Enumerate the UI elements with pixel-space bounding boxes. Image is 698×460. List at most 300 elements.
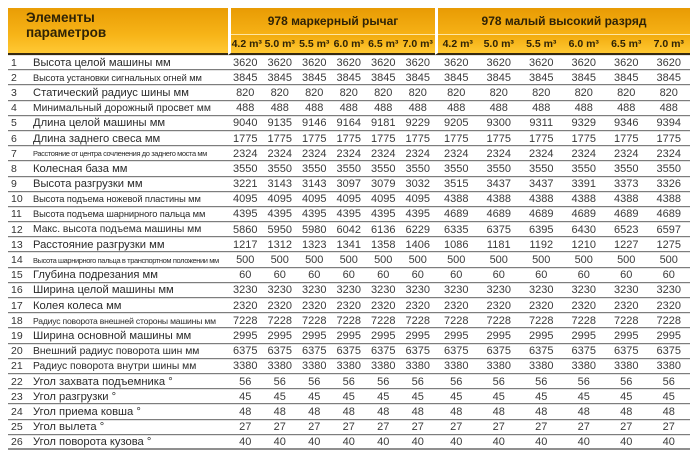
value-cell: 60 <box>228 268 263 283</box>
table-row <box>8 101 690 116</box>
value-cell: 3230 <box>228 283 263 298</box>
value-cell: 4395 <box>228 207 263 222</box>
value-cell: 3143 <box>297 177 332 192</box>
value-cell: 3550 <box>297 161 332 176</box>
column-header-size: 5.0 m³ <box>263 34 298 55</box>
value-cell: 40 <box>263 435 298 450</box>
value-cell: 2324 <box>478 146 521 161</box>
value-cell: 1775 <box>520 131 563 146</box>
value-cell: 2320 <box>520 298 563 313</box>
row-number: 20 <box>8 344 28 359</box>
value-cell: 48 <box>435 404 478 419</box>
value-cell: 500 <box>228 252 263 267</box>
param-label: Угол вылета ° <box>28 420 228 435</box>
value-cell: 7228 <box>563 313 606 328</box>
value-cell: 3550 <box>332 161 367 176</box>
param-label: Расстояние разгрузки мм <box>28 237 228 252</box>
value-cell: 4388 <box>520 192 563 207</box>
param-label: Угол захвата подъемника ° <box>28 374 228 389</box>
value-cell: 488 <box>605 101 648 116</box>
value-cell: 60 <box>478 268 521 283</box>
value-cell: 4395 <box>401 207 436 222</box>
value-cell: 27 <box>332 420 367 435</box>
value-cell: 3380 <box>228 359 263 374</box>
param-label: Расстояние от центра сочленения до заднего моста мм <box>28 146 228 161</box>
value-cell: 3380 <box>263 359 298 374</box>
value-cell: 488 <box>332 101 367 116</box>
value-cell: 6375 <box>478 344 521 359</box>
value-cell: 6136 <box>366 222 401 237</box>
value-cell: 2320 <box>263 298 298 313</box>
value-cell: 4095 <box>366 192 401 207</box>
value-cell: 3845 <box>605 70 648 85</box>
value-cell: 40 <box>478 435 521 450</box>
value-cell: 9135 <box>263 116 298 131</box>
column-header-size: 6.0 m³ <box>332 34 367 55</box>
value-cell: 27 <box>228 420 263 435</box>
value-cell: 6229 <box>401 222 436 237</box>
value-cell: 4388 <box>605 192 648 207</box>
value-cell: 56 <box>366 374 401 389</box>
value-cell: 1775 <box>435 131 478 146</box>
value-cell: 2324 <box>297 146 332 161</box>
value-cell: 820 <box>435 85 478 100</box>
value-cell: 48 <box>263 404 298 419</box>
value-cell: 500 <box>297 252 332 267</box>
value-cell: 6597 <box>648 222 691 237</box>
value-cell: 56 <box>332 374 367 389</box>
param-label: Радиус поворота внешней стороны машины мм <box>28 313 228 328</box>
row-number: 5 <box>8 116 28 131</box>
value-cell: 7228 <box>228 313 263 328</box>
value-cell: 3550 <box>228 161 263 176</box>
value-cell: 500 <box>648 252 691 267</box>
value-cell: 7228 <box>478 313 521 328</box>
row-number: 7 <box>8 146 28 161</box>
value-cell: 7228 <box>332 313 367 328</box>
value-cell: 488 <box>228 101 263 116</box>
value-cell: 5950 <box>263 222 298 237</box>
value-cell: 488 <box>478 101 521 116</box>
row-number: 1 <box>8 55 28 70</box>
value-cell: 5980 <box>297 222 332 237</box>
row-number: 6 <box>8 131 28 146</box>
value-cell: 500 <box>401 252 436 267</box>
value-cell: 56 <box>478 374 521 389</box>
value-cell: 6042 <box>332 222 367 237</box>
value-cell: 5860 <box>228 222 263 237</box>
value-cell: 7228 <box>648 313 691 328</box>
value-cell: 488 <box>297 101 332 116</box>
value-cell: 3550 <box>263 161 298 176</box>
param-label: Радиус поворота внутри шины мм <box>28 359 228 374</box>
table-row <box>8 313 690 328</box>
value-cell: 6375 <box>263 344 298 359</box>
value-cell: 500 <box>366 252 401 267</box>
value-cell: 48 <box>605 404 648 419</box>
value-cell: 2320 <box>435 298 478 313</box>
value-cell: 3221 <box>228 177 263 192</box>
value-cell: 820 <box>478 85 521 100</box>
value-cell: 40 <box>332 435 367 450</box>
value-cell: 9205 <box>435 116 478 131</box>
value-cell: 9229 <box>401 116 436 131</box>
param-label: Угол поворота кузова ° <box>28 435 228 450</box>
value-cell: 3515 <box>435 177 478 192</box>
row-number: 10 <box>8 192 28 207</box>
param-label: Минимальный дорожный просвет мм <box>28 101 228 116</box>
value-cell: 2324 <box>332 146 367 161</box>
value-cell: 3845 <box>332 70 367 85</box>
value-cell: 3437 <box>478 177 521 192</box>
param-label: Длина целой машины мм <box>28 116 228 131</box>
column-header-size: 6.5 m³ <box>366 34 401 55</box>
row-number: 15 <box>8 268 28 283</box>
param-label: Макс. высота подъема машины мм <box>28 222 228 237</box>
value-cell: 45 <box>366 389 401 404</box>
value-cell: 1181 <box>478 237 521 252</box>
value-cell: 3380 <box>648 359 691 374</box>
value-cell: 3620 <box>263 55 298 70</box>
value-cell: 3845 <box>401 70 436 85</box>
value-cell: 48 <box>563 404 606 419</box>
value-cell: 820 <box>648 85 691 100</box>
value-cell: 3380 <box>605 359 648 374</box>
value-cell: 4095 <box>297 192 332 207</box>
value-cell: 3380 <box>332 359 367 374</box>
value-cell: 488 <box>563 101 606 116</box>
value-cell: 3230 <box>605 283 648 298</box>
value-cell: 27 <box>366 420 401 435</box>
value-cell: 3230 <box>366 283 401 298</box>
value-cell: 56 <box>228 374 263 389</box>
value-cell: 6375 <box>297 344 332 359</box>
value-cell: 500 <box>478 252 521 267</box>
value-cell: 40 <box>366 435 401 450</box>
value-cell: 2324 <box>605 146 648 161</box>
row-number: 19 <box>8 328 28 343</box>
value-cell: 45 <box>228 389 263 404</box>
value-cell: 48 <box>648 404 691 419</box>
value-cell: 6395 <box>520 222 563 237</box>
value-cell: 60 <box>435 268 478 283</box>
value-cell: 56 <box>263 374 298 389</box>
row-number: 26 <box>8 435 28 450</box>
value-cell: 45 <box>332 389 367 404</box>
table-row <box>8 435 690 450</box>
value-cell: 3143 <box>263 177 298 192</box>
value-cell: 3620 <box>520 55 563 70</box>
row-number: 3 <box>8 85 28 100</box>
params-header-line1: Элементы <box>26 10 95 25</box>
value-cell: 3620 <box>297 55 332 70</box>
value-cell: 2324 <box>520 146 563 161</box>
param-label: Ширина основной машины мм <box>28 328 228 343</box>
table-row <box>8 268 690 283</box>
value-cell: 1341 <box>332 237 367 252</box>
value-cell: 488 <box>366 101 401 116</box>
value-cell: 9311 <box>520 116 563 131</box>
value-cell: 48 <box>228 404 263 419</box>
value-cell: 7228 <box>520 313 563 328</box>
value-cell: 820 <box>366 85 401 100</box>
column-header-size: 6.0 m³ <box>563 34 606 55</box>
param-label: Внешний радиус поворота шин мм <box>28 344 228 359</box>
value-cell: 1775 <box>297 131 332 146</box>
value-cell: 3550 <box>563 161 606 176</box>
value-cell: 3380 <box>520 359 563 374</box>
value-cell: 7228 <box>401 313 436 328</box>
value-cell: 4689 <box>605 207 648 222</box>
value-cell: 40 <box>563 435 606 450</box>
params-header-cell <box>8 8 228 55</box>
value-cell: 7228 <box>435 313 478 328</box>
value-cell: 9394 <box>648 116 691 131</box>
value-cell: 1775 <box>366 131 401 146</box>
value-cell: 4095 <box>263 192 298 207</box>
value-cell: 3079 <box>366 177 401 192</box>
value-cell: 4388 <box>478 192 521 207</box>
value-cell: 1775 <box>563 131 606 146</box>
table-row <box>8 359 690 374</box>
value-cell: 4689 <box>435 207 478 222</box>
row-number: 21 <box>8 359 28 374</box>
table-row <box>8 404 690 419</box>
table-row <box>8 420 690 435</box>
value-cell: 1227 <box>605 237 648 252</box>
value-cell: 48 <box>366 404 401 419</box>
column-header-size: 5.5 m³ <box>520 34 563 55</box>
row-number: 25 <box>8 420 28 435</box>
value-cell: 820 <box>228 85 263 100</box>
specs-table <box>8 8 690 450</box>
value-cell: 4395 <box>297 207 332 222</box>
value-cell: 56 <box>435 374 478 389</box>
value-cell: 1323 <box>297 237 332 252</box>
row-number: 22 <box>8 374 28 389</box>
value-cell: 60 <box>605 268 648 283</box>
value-cell: 488 <box>648 101 691 116</box>
value-cell: 40 <box>435 435 478 450</box>
value-cell: 6375 <box>332 344 367 359</box>
value-cell: 6375 <box>366 344 401 359</box>
row-number: 9 <box>8 177 28 192</box>
table-row <box>8 85 690 100</box>
value-cell: 820 <box>605 85 648 100</box>
value-cell: 500 <box>263 252 298 267</box>
table-row <box>8 177 690 192</box>
value-cell: 2995 <box>520 328 563 343</box>
value-cell: 3550 <box>435 161 478 176</box>
value-cell: 2320 <box>228 298 263 313</box>
value-cell: 6375 <box>401 344 436 359</box>
value-cell: 48 <box>332 404 367 419</box>
param-label: Колея колеса мм <box>28 298 228 313</box>
value-cell: 1775 <box>332 131 367 146</box>
value-cell: 2320 <box>563 298 606 313</box>
value-cell: 4095 <box>332 192 367 207</box>
value-cell: 27 <box>478 420 521 435</box>
value-cell: 1192 <box>520 237 563 252</box>
value-cell: 3550 <box>478 161 521 176</box>
value-cell: 3620 <box>605 55 648 70</box>
value-cell: 820 <box>332 85 367 100</box>
value-cell: 40 <box>297 435 332 450</box>
value-cell: 45 <box>520 389 563 404</box>
param-label: Угол разгрузки ° <box>28 389 228 404</box>
column-header-size: 7.0 m³ <box>401 34 436 55</box>
value-cell: 48 <box>297 404 332 419</box>
value-cell: 4689 <box>648 207 691 222</box>
value-cell: 60 <box>520 268 563 283</box>
param-label: Колесная база мм <box>28 161 228 176</box>
value-cell: 2324 <box>366 146 401 161</box>
value-cell: 60 <box>263 268 298 283</box>
value-cell: 45 <box>648 389 691 404</box>
value-cell: 4095 <box>401 192 436 207</box>
value-cell: 48 <box>401 404 436 419</box>
value-cell: 3845 <box>297 70 332 85</box>
value-cell: 4388 <box>563 192 606 207</box>
row-number: 8 <box>8 161 28 176</box>
value-cell: 3620 <box>648 55 691 70</box>
value-cell: 6375 <box>605 344 648 359</box>
value-cell: 2995 <box>401 328 436 343</box>
table-row <box>8 374 690 389</box>
value-cell: 56 <box>648 374 691 389</box>
table-row <box>8 131 690 146</box>
value-cell: 3373 <box>605 177 648 192</box>
group-header-marker-lever: 978 маркерный рычаг <box>228 8 435 34</box>
value-cell: 4689 <box>520 207 563 222</box>
value-cell: 6335 <box>435 222 478 237</box>
value-cell: 2995 <box>366 328 401 343</box>
value-cell: 2320 <box>401 298 436 313</box>
value-cell: 7228 <box>605 313 648 328</box>
value-cell: 820 <box>297 85 332 100</box>
table-row <box>8 161 690 176</box>
value-cell: 2995 <box>332 328 367 343</box>
value-cell: 27 <box>563 420 606 435</box>
value-cell: 1775 <box>228 131 263 146</box>
value-cell: 500 <box>332 252 367 267</box>
row-number: 24 <box>8 404 28 419</box>
table-row <box>8 237 690 252</box>
value-cell: 3380 <box>297 359 332 374</box>
value-cell: 7228 <box>263 313 298 328</box>
group-header-small-high-dump: 978 малый высокий разряд <box>435 8 690 34</box>
param-label: Высота подъема шарнирного пальца мм <box>28 207 228 222</box>
value-cell: 2320 <box>366 298 401 313</box>
value-cell: 2320 <box>332 298 367 313</box>
table-row <box>8 207 690 222</box>
value-cell: 45 <box>605 389 648 404</box>
value-cell: 9181 <box>366 116 401 131</box>
table-row <box>8 252 690 267</box>
value-cell: 1312 <box>263 237 298 252</box>
value-cell: 2324 <box>263 146 298 161</box>
value-cell: 3620 <box>228 55 263 70</box>
value-cell: 820 <box>563 85 606 100</box>
value-cell: 2995 <box>478 328 521 343</box>
value-cell: 45 <box>401 389 436 404</box>
value-cell: 2324 <box>563 146 606 161</box>
table-row <box>8 55 690 70</box>
value-cell: 4689 <box>478 207 521 222</box>
value-cell: 820 <box>263 85 298 100</box>
value-cell: 56 <box>297 374 332 389</box>
value-cell: 3032 <box>401 177 436 192</box>
row-number: 2 <box>8 70 28 85</box>
value-cell: 2995 <box>563 328 606 343</box>
value-cell: 3380 <box>478 359 521 374</box>
value-cell: 6523 <box>605 222 648 237</box>
column-header-size: 4.2 m³ <box>228 34 263 55</box>
value-cell: 3845 <box>435 70 478 85</box>
value-cell: 4388 <box>435 192 478 207</box>
value-cell: 9329 <box>563 116 606 131</box>
value-cell: 9300 <box>478 116 521 131</box>
value-cell: 40 <box>605 435 648 450</box>
value-cell: 60 <box>401 268 436 283</box>
param-label: Глубина подрезания мм <box>28 268 228 283</box>
value-cell: 2995 <box>297 328 332 343</box>
value-cell: 3230 <box>435 283 478 298</box>
value-cell: 60 <box>648 268 691 283</box>
value-cell: 500 <box>563 252 606 267</box>
param-label: Высота установки сигнальных огней мм <box>28 70 228 85</box>
value-cell: 3620 <box>366 55 401 70</box>
value-cell: 6375 <box>435 344 478 359</box>
value-cell: 56 <box>520 374 563 389</box>
value-cell: 500 <box>605 252 648 267</box>
value-cell: 3620 <box>478 55 521 70</box>
value-cell: 2320 <box>297 298 332 313</box>
value-cell: 3437 <box>520 177 563 192</box>
value-cell: 45 <box>263 389 298 404</box>
value-cell: 48 <box>478 404 521 419</box>
value-cell: 40 <box>401 435 436 450</box>
value-cell: 4388 <box>648 192 691 207</box>
value-cell: 9164 <box>332 116 367 131</box>
table-row <box>8 192 690 207</box>
row-number: 4 <box>8 101 28 116</box>
value-cell: 45 <box>435 389 478 404</box>
value-cell: 56 <box>605 374 648 389</box>
value-cell: 500 <box>520 252 563 267</box>
value-cell: 40 <box>228 435 263 450</box>
row-number: 14 <box>8 252 28 267</box>
param-label: Длина заднего свеса мм <box>28 131 228 146</box>
value-cell: 4689 <box>563 207 606 222</box>
row-number: 23 <box>8 389 28 404</box>
row-number: 16 <box>8 283 28 298</box>
value-cell: 2320 <box>478 298 521 313</box>
value-cell: 1775 <box>401 131 436 146</box>
value-cell: 1358 <box>366 237 401 252</box>
table-row <box>8 116 690 131</box>
value-cell: 3550 <box>648 161 691 176</box>
value-cell: 1210 <box>563 237 606 252</box>
value-cell: 488 <box>401 101 436 116</box>
value-cell: 2995 <box>228 328 263 343</box>
value-cell: 3550 <box>605 161 648 176</box>
value-cell: 40 <box>520 435 563 450</box>
value-cell: 27 <box>297 420 332 435</box>
value-cell: 27 <box>520 420 563 435</box>
value-cell: 820 <box>401 85 436 100</box>
value-cell: 1775 <box>263 131 298 146</box>
